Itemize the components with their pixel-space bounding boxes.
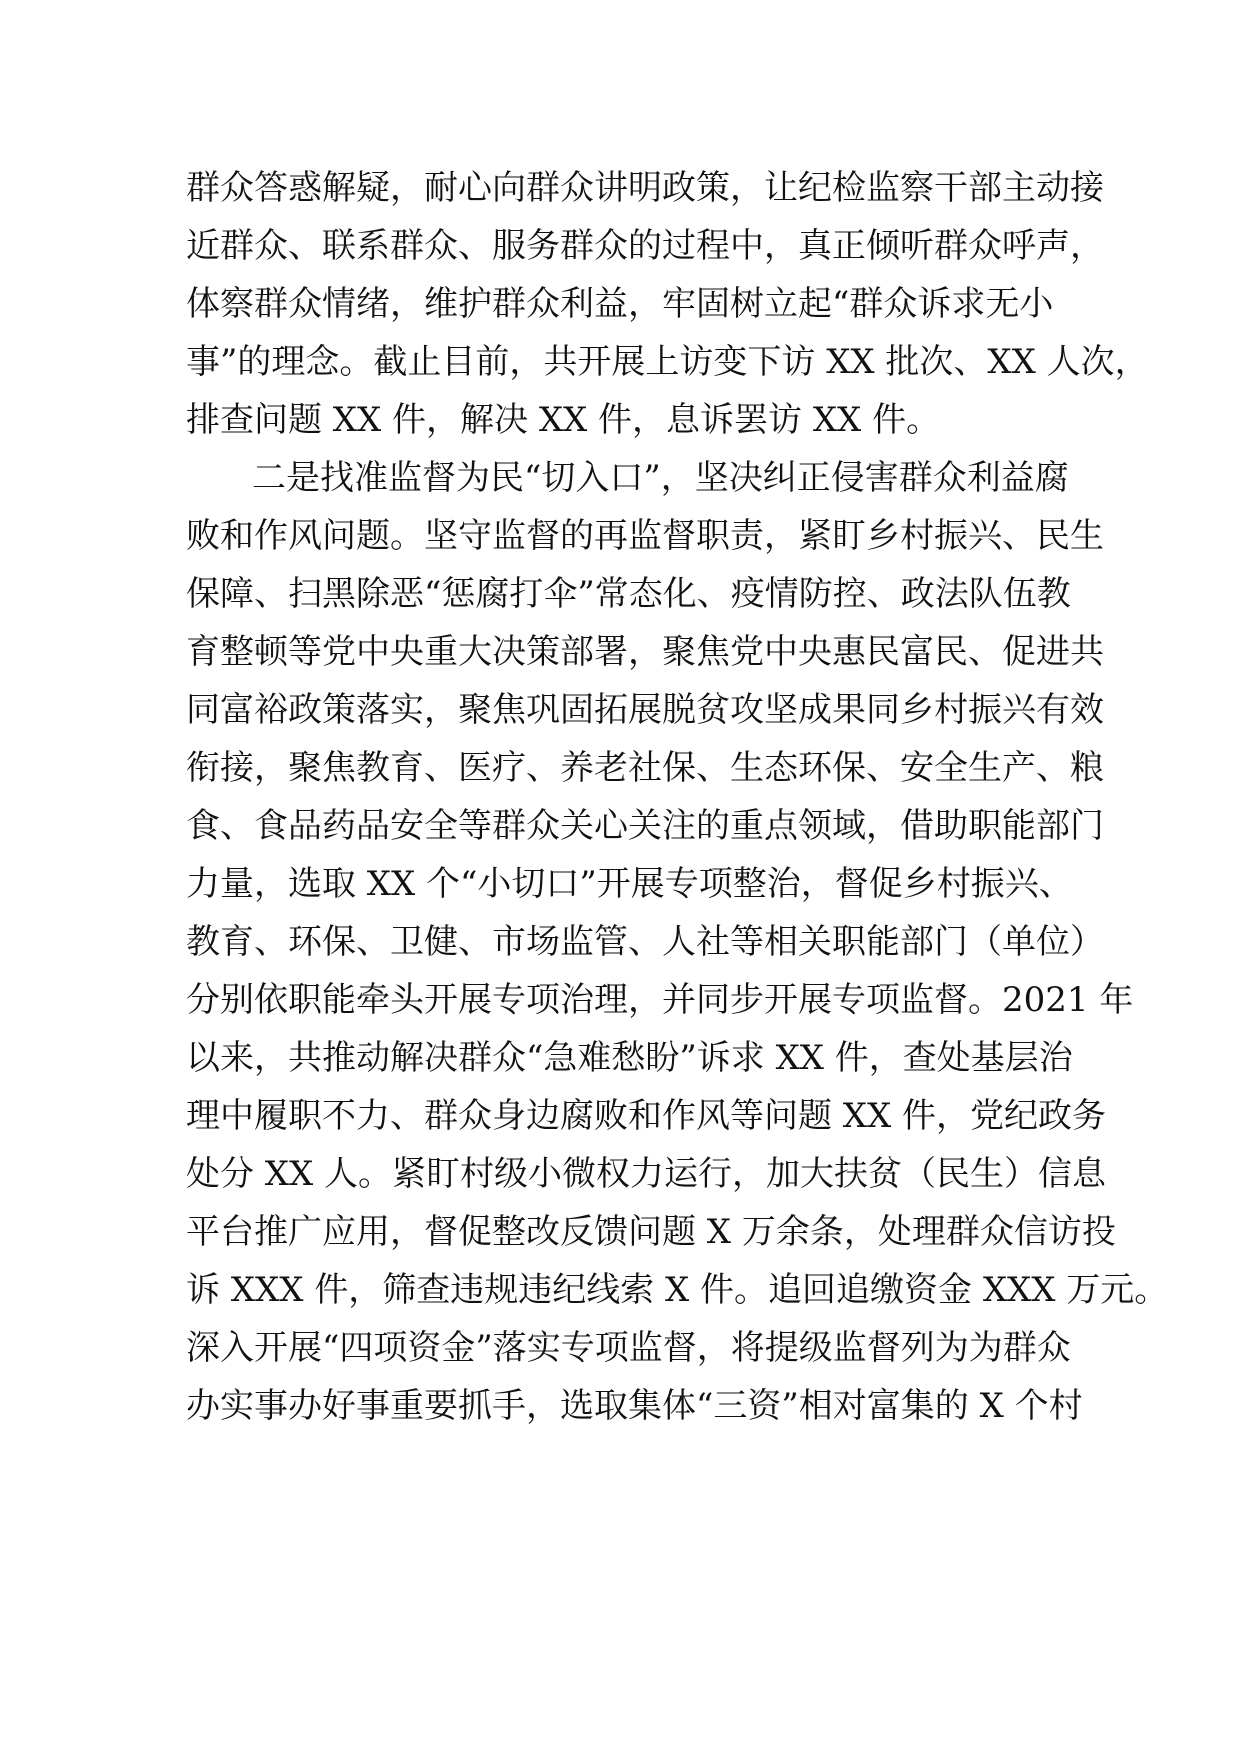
text-line: 理中履职不力、群众身边腐败和作风等问题 XX 件，党纪政务 (186, 1096, 1107, 1136)
text-line: 力量，选取 XX 个“小切口”开展专项整治，督促乡村振兴、 (186, 864, 1073, 904)
text-line: 食、食品药品安全等群众关心关注的重点领域，借助职能部门 (186, 806, 1104, 846)
text-line: 衔接，聚焦教育、医疗、养老社保、生态环保、安全生产、粮 (186, 748, 1104, 788)
text-line: 教育、环保、卫健、市场监管、人社等相关职能部门（单位） (186, 922, 1104, 962)
text-line: 办实事办好事重要抓手，选取集体“三资”相对富集的 X 个村 (186, 1386, 1083, 1426)
text-line: 体察群众情绪，维护群众利益，牢固树立起“群众诉求无小 (186, 284, 1054, 324)
text-line: 群众答惑解疑，耐心向群众讲明政策，让纪检监察干部主动接 (186, 168, 1104, 208)
text-line: 同富裕政策落实，聚焦巩固拓展脱贫攻坚成果同乡村振兴有效 (186, 690, 1104, 730)
text-line: 排查问题 XX 件，解决 XX 件，息诉罢访 XX 件。 (186, 400, 941, 440)
text-line: 处分 XX 人。紧盯村级小微权力运行，加大扶贫（民生）信息 (186, 1154, 1107, 1194)
text-line: 分别依职能牵头开展专项治理，并同步开展专项监督。2021 年 (186, 980, 1134, 1020)
text-line: 平台推广应用，督促整改反馈问题 X 万余条，处理群众信访投 (186, 1212, 1116, 1252)
text-line: 保障、扫黑除恶“惩腐打伞”常态化、疫情防控、政法队伍教 (186, 574, 1071, 614)
text-line: 深入开展“四项资金”落实专项监督，将提级监督列为为群众 (186, 1328, 1071, 1368)
text-line: 近群众、联系群众、服务群众的过程中，真正倾听群众呼声， (186, 226, 1104, 266)
text-line: 育整顿等党中央重大决策部署，聚焦党中央惠民富民、促进共 (186, 632, 1104, 672)
text-line: 败和作风问题。坚守监督的再监督职责，紧盯乡村振兴、民生 (186, 516, 1104, 556)
text-line: 事”的理念。截止目前，共开展上访变下访 XX 批次、XX 人次， (186, 342, 1149, 382)
text-line: 诉 XXX 件，筛查违规违纪线索 X 件。追回追缴资金 XXX 万元。 (186, 1270, 1169, 1310)
text-line: 以来，共推动解决群众“急难愁盼”诉求 XX 件，查处基层治 (186, 1038, 1073, 1078)
paragraph-first-line: 二是找准监督为民“切入口”，坚决纠正侵害群众利益腐 (252, 458, 1069, 498)
